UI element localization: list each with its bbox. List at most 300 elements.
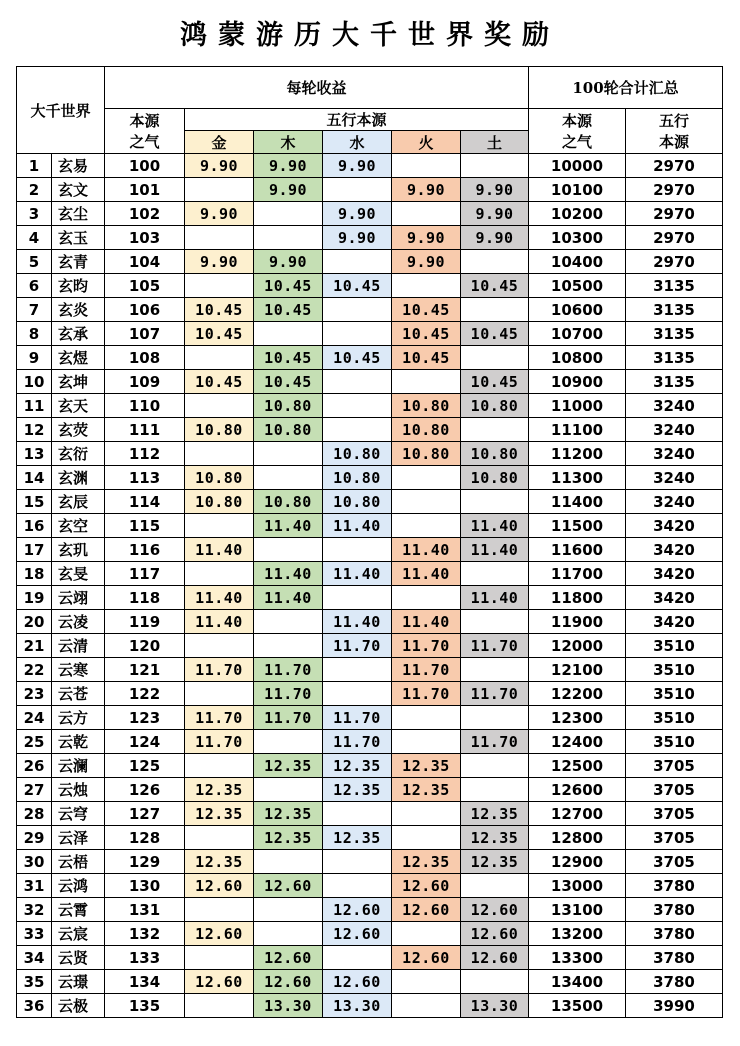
row-water-value	[323, 250, 392, 274]
row-gold-value: 10.80	[185, 490, 254, 514]
row-index: 11	[17, 394, 52, 418]
row-origin-qi: 135	[105, 994, 185, 1018]
row-origin-qi: 105	[105, 274, 185, 298]
row-gold-value: 10.80	[185, 418, 254, 442]
row-water-value: 12.35	[323, 778, 392, 802]
row-world-name: 云穹	[52, 802, 105, 826]
row-total-origin-qi: 10200	[529, 202, 626, 226]
row-earth-value: 10.80	[461, 394, 529, 418]
header-total-five-line2: 本源	[658, 133, 689, 151]
header-five-elements: 五行本源	[185, 109, 529, 131]
row-water-value: 10.80	[323, 490, 392, 514]
row-fire-value: 11.70	[392, 682, 461, 706]
row-gold-value: 10.45	[185, 370, 254, 394]
row-wood-value	[254, 850, 323, 874]
row-world-name: 玄尘	[52, 202, 105, 226]
row-earth-value: 11.70	[461, 682, 529, 706]
row-fire-value: 11.70	[392, 658, 461, 682]
row-world-name: 云澜	[52, 754, 105, 778]
row-earth-value: 11.40	[461, 514, 529, 538]
row-total-origin-qi: 10100	[529, 178, 626, 202]
row-gold-value: 10.45	[185, 298, 254, 322]
row-world-name: 玄旻	[52, 562, 105, 586]
row-earth-value: 11.70	[461, 730, 529, 754]
row-fire-value	[392, 466, 461, 490]
row-world-name: 玄易	[52, 154, 105, 178]
row-earth-value: 12.60	[461, 898, 529, 922]
row-earth-value	[461, 154, 529, 178]
table-row	[17, 490, 723, 514]
row-earth-value: 11.70	[461, 634, 529, 658]
row-gold-value	[185, 562, 254, 586]
table-row	[17, 706, 723, 730]
table-row	[17, 346, 723, 370]
row-origin-qi: 113	[105, 466, 185, 490]
row-index: 24	[17, 706, 52, 730]
row-wood-value: 9.90	[254, 154, 323, 178]
row-gold-value: 9.90	[185, 250, 254, 274]
row-total-origin-qi: 11400	[529, 490, 626, 514]
row-total-origin-qi: 10800	[529, 346, 626, 370]
row-world-name: 玄荧	[52, 418, 105, 442]
row-water-value	[323, 298, 392, 322]
row-total-origin-qi: 11800	[529, 586, 626, 610]
row-total-origin-qi: 12800	[529, 826, 626, 850]
table-row	[17, 850, 723, 874]
row-world-name: 云霄	[52, 898, 105, 922]
row-wood-value: 13.30	[254, 994, 323, 1018]
row-origin-qi: 103	[105, 226, 185, 250]
row-total-five: 3780	[626, 922, 723, 946]
row-water-value: 11.40	[323, 514, 392, 538]
page-title: 鸿蒙游历大千世界奖励	[180, 20, 560, 51]
row-gold-value	[185, 754, 254, 778]
header-origin-qi	[105, 109, 185, 154]
row-world-name: 云极	[52, 994, 105, 1018]
row-index: 19	[17, 586, 52, 610]
header-total-five-line1: 五行	[658, 112, 689, 130]
row-index: 34	[17, 946, 52, 970]
row-earth-value: 10.45	[461, 370, 529, 394]
row-total-five: 3780	[626, 874, 723, 898]
row-gold-value	[185, 994, 254, 1018]
row-earth-value	[461, 706, 529, 730]
row-index: 31	[17, 874, 52, 898]
row-wood-value	[254, 226, 323, 250]
row-wood-value	[254, 202, 323, 226]
table-row	[17, 322, 723, 346]
table-row	[17, 562, 723, 586]
row-world-name: 玄文	[52, 178, 105, 202]
row-total-five: 3135	[626, 322, 723, 346]
row-total-five: 3135	[626, 274, 723, 298]
row-earth-value	[461, 418, 529, 442]
row-origin-qi: 132	[105, 922, 185, 946]
row-total-five: 3780	[626, 898, 723, 922]
row-fire-value	[392, 490, 461, 514]
table-row	[17, 754, 723, 778]
row-origin-qi: 130	[105, 874, 185, 898]
row-origin-qi: 100	[105, 154, 185, 178]
row-index: 1	[17, 154, 52, 178]
row-wood-value	[254, 322, 323, 346]
row-fire-value	[392, 802, 461, 826]
row-earth-value: 12.60	[461, 946, 529, 970]
row-world-name: 云泽	[52, 826, 105, 850]
row-world-name: 玄衍	[52, 442, 105, 466]
row-water-value: 13.30	[323, 994, 392, 1018]
row-gold-value: 12.35	[185, 778, 254, 802]
row-fire-value: 12.35	[392, 754, 461, 778]
row-world-name: 云苍	[52, 682, 105, 706]
row-total-five: 3240	[626, 394, 723, 418]
row-water-value	[323, 946, 392, 970]
row-index: 29	[17, 826, 52, 850]
row-total-five: 3705	[626, 754, 723, 778]
row-earth-value: 10.45	[461, 274, 529, 298]
row-earth-value	[461, 754, 529, 778]
header-total-origin-qi	[529, 109, 626, 154]
row-water-value: 9.90	[323, 202, 392, 226]
row-gold-value: 12.60	[185, 922, 254, 946]
row-fire-value	[392, 730, 461, 754]
row-water-value	[323, 874, 392, 898]
row-index: 17	[17, 538, 52, 562]
table-row	[17, 922, 723, 946]
row-total-origin-qi: 13500	[529, 994, 626, 1018]
row-total-origin-qi: 12700	[529, 802, 626, 826]
header-world: 大千世界	[17, 67, 105, 154]
row-total-origin-qi: 11600	[529, 538, 626, 562]
row-index: 14	[17, 466, 52, 490]
row-wood-value	[254, 730, 323, 754]
row-total-origin-qi: 10700	[529, 322, 626, 346]
row-earth-value: 10.45	[461, 322, 529, 346]
row-total-origin-qi: 10900	[529, 370, 626, 394]
row-origin-qi: 121	[105, 658, 185, 682]
row-gold-value	[185, 682, 254, 706]
row-wood-value: 12.35	[254, 754, 323, 778]
row-origin-qi: 123	[105, 706, 185, 730]
table-row	[17, 778, 723, 802]
row-total-five: 3135	[626, 346, 723, 370]
row-fire-value	[392, 826, 461, 850]
row-origin-qi: 116	[105, 538, 185, 562]
row-earth-value: 9.90	[461, 226, 529, 250]
row-total-five: 3420	[626, 514, 723, 538]
row-total-five: 3135	[626, 298, 723, 322]
table-row	[17, 298, 723, 322]
row-index: 32	[17, 898, 52, 922]
row-water-value: 12.60	[323, 970, 392, 994]
table-row	[17, 250, 723, 274]
row-earth-value: 12.35	[461, 826, 529, 850]
row-world-name: 云鸿	[52, 874, 105, 898]
table-row	[17, 154, 723, 178]
row-gold-value	[185, 442, 254, 466]
row-gold-value: 11.70	[185, 706, 254, 730]
row-index: 16	[17, 514, 52, 538]
row-total-origin-qi: 13000	[529, 874, 626, 898]
row-water-value: 12.60	[323, 922, 392, 946]
row-index: 33	[17, 922, 52, 946]
table-row	[17, 994, 723, 1018]
row-earth-value: 13.30	[461, 994, 529, 1018]
row-total-origin-qi: 11200	[529, 442, 626, 466]
row-world-name: 玄煜	[52, 346, 105, 370]
row-earth-value: 11.40	[461, 586, 529, 610]
table-row	[17, 802, 723, 826]
row-earth-value	[461, 346, 529, 370]
row-fire-value: 10.45	[392, 298, 461, 322]
row-total-origin-qi: 11900	[529, 610, 626, 634]
row-gold-value	[185, 946, 254, 970]
row-index: 35	[17, 970, 52, 994]
row-origin-qi: 125	[105, 754, 185, 778]
row-world-name: 云清	[52, 634, 105, 658]
row-wood-value	[254, 778, 323, 802]
row-total-origin-qi: 10500	[529, 274, 626, 298]
row-earth-value: 12.60	[461, 922, 529, 946]
row-world-name: 云烛	[52, 778, 105, 802]
row-gold-value	[185, 826, 254, 850]
row-fire-value	[392, 274, 461, 298]
header-total: 100轮合计汇总	[529, 67, 723, 109]
row-gold-value: 11.40	[185, 538, 254, 562]
row-index: 6	[17, 274, 52, 298]
row-wood-value	[254, 922, 323, 946]
row-wood-value: 10.45	[254, 274, 323, 298]
row-index: 12	[17, 418, 52, 442]
row-total-origin-qi: 11100	[529, 418, 626, 442]
row-water-value	[323, 322, 392, 346]
row-total-five: 3240	[626, 490, 723, 514]
row-gold-value	[185, 226, 254, 250]
row-total-five: 3510	[626, 706, 723, 730]
row-origin-qi: 114	[105, 490, 185, 514]
row-total-five: 2970	[626, 178, 723, 202]
row-origin-qi: 118	[105, 586, 185, 610]
table-row	[17, 178, 723, 202]
row-earth-value: 9.90	[461, 202, 529, 226]
row-gold-value: 12.60	[185, 970, 254, 994]
row-gold-value	[185, 634, 254, 658]
row-gold-value	[185, 514, 254, 538]
row-world-name: 玄承	[52, 322, 105, 346]
row-world-name: 云梧	[52, 850, 105, 874]
row-gold-value: 11.70	[185, 730, 254, 754]
row-fire-value	[392, 514, 461, 538]
header-origin-qi-line2: 之气	[129, 133, 160, 151]
table-row	[17, 658, 723, 682]
row-wood-value: 10.80	[254, 490, 323, 514]
table-row	[17, 514, 723, 538]
row-index: 27	[17, 778, 52, 802]
row-water-value: 11.70	[323, 706, 392, 730]
row-wood-value: 9.90	[254, 250, 323, 274]
row-origin-qi: 134	[105, 970, 185, 994]
row-index: 23	[17, 682, 52, 706]
row-total-five: 3705	[626, 802, 723, 826]
row-wood-value: 11.40	[254, 514, 323, 538]
row-wood-value: 11.70	[254, 706, 323, 730]
header-water: 水	[323, 131, 392, 154]
row-water-value	[323, 802, 392, 826]
row-wood-value	[254, 610, 323, 634]
row-gold-value	[185, 178, 254, 202]
row-wood-value	[254, 466, 323, 490]
row-world-name: 云乾	[52, 730, 105, 754]
row-total-five: 3780	[626, 946, 723, 970]
row-total-five: 3420	[626, 538, 723, 562]
table-row	[17, 370, 723, 394]
row-origin-qi: 109	[105, 370, 185, 394]
row-earth-value	[461, 250, 529, 274]
row-total-origin-qi: 11700	[529, 562, 626, 586]
row-wood-value: 10.45	[254, 370, 323, 394]
row-earth-value	[461, 562, 529, 586]
row-gold-value: 9.90	[185, 154, 254, 178]
row-total-five: 3420	[626, 586, 723, 610]
row-world-name: 云方	[52, 706, 105, 730]
table-row	[17, 202, 723, 226]
row-origin-qi: 102	[105, 202, 185, 226]
row-water-value: 11.40	[323, 562, 392, 586]
row-fire-value	[392, 970, 461, 994]
row-water-value: 10.80	[323, 466, 392, 490]
table-row	[17, 610, 723, 634]
row-gold-value: 11.40	[185, 586, 254, 610]
row-total-five: 2970	[626, 226, 723, 250]
row-wood-value	[254, 898, 323, 922]
row-gold-value: 11.70	[185, 658, 254, 682]
row-gold-value	[185, 394, 254, 418]
row-water-value: 9.90	[323, 154, 392, 178]
row-wood-value: 10.80	[254, 418, 323, 442]
row-total-origin-qi: 12900	[529, 850, 626, 874]
row-origin-qi: 129	[105, 850, 185, 874]
row-total-five: 3240	[626, 466, 723, 490]
row-earth-value	[461, 970, 529, 994]
row-gold-value: 10.80	[185, 466, 254, 490]
row-origin-qi: 101	[105, 178, 185, 202]
row-origin-qi: 112	[105, 442, 185, 466]
row-total-origin-qi: 12600	[529, 778, 626, 802]
row-wood-value: 10.45	[254, 346, 323, 370]
row-wood-value: 11.40	[254, 586, 323, 610]
row-origin-qi: 133	[105, 946, 185, 970]
row-origin-qi: 107	[105, 322, 185, 346]
row-world-name: 玄坤	[52, 370, 105, 394]
row-fire-value: 10.80	[392, 394, 461, 418]
row-total-five: 3780	[626, 970, 723, 994]
row-fire-value: 12.60	[392, 946, 461, 970]
row-wood-value	[254, 442, 323, 466]
row-index: 3	[17, 202, 52, 226]
row-wood-value: 12.35	[254, 802, 323, 826]
table-row	[17, 946, 723, 970]
row-water-value: 11.40	[323, 610, 392, 634]
row-fire-value: 10.45	[392, 322, 461, 346]
row-total-origin-qi: 11500	[529, 514, 626, 538]
row-wood-value: 11.70	[254, 682, 323, 706]
row-earth-value: 12.35	[461, 802, 529, 826]
row-total-origin-qi: 10000	[529, 154, 626, 178]
row-wood-value: 11.40	[254, 562, 323, 586]
row-total-five: 2970	[626, 250, 723, 274]
row-total-five: 3420	[626, 610, 723, 634]
row-earth-value	[461, 658, 529, 682]
table-row	[17, 682, 723, 706]
row-total-five: 3420	[626, 562, 723, 586]
row-index: 7	[17, 298, 52, 322]
row-index: 10	[17, 370, 52, 394]
reward-table	[16, 66, 723, 1018]
row-index: 21	[17, 634, 52, 658]
row-index: 5	[17, 250, 52, 274]
row-total-origin-qi: 10600	[529, 298, 626, 322]
row-earth-value: 10.80	[461, 466, 529, 490]
row-fire-value	[392, 154, 461, 178]
row-fire-value: 9.90	[392, 226, 461, 250]
row-origin-qi: 122	[105, 682, 185, 706]
row-world-name: 云宸	[52, 922, 105, 946]
row-total-five: 3240	[626, 418, 723, 442]
row-world-name: 玄渊	[52, 466, 105, 490]
row-origin-qi: 124	[105, 730, 185, 754]
row-total-five: 3705	[626, 826, 723, 850]
row-world-name: 玄昀	[52, 274, 105, 298]
row-total-five: 3705	[626, 778, 723, 802]
table-row	[17, 826, 723, 850]
header-wood: 木	[254, 131, 323, 154]
row-wood-value: 12.60	[254, 970, 323, 994]
row-total-origin-qi: 12400	[529, 730, 626, 754]
row-water-value: 10.80	[323, 442, 392, 466]
table-row	[17, 274, 723, 298]
row-total-five: 3510	[626, 634, 723, 658]
header-fire: 火	[392, 131, 461, 154]
row-water-value	[323, 658, 392, 682]
row-total-origin-qi: 12500	[529, 754, 626, 778]
row-origin-qi: 127	[105, 802, 185, 826]
row-total-origin-qi: 13100	[529, 898, 626, 922]
row-total-five: 3240	[626, 442, 723, 466]
row-fire-value: 12.60	[392, 874, 461, 898]
table-row	[17, 874, 723, 898]
row-fire-value: 11.40	[392, 538, 461, 562]
row-water-value: 11.70	[323, 730, 392, 754]
table-row	[17, 466, 723, 490]
row-origin-qi: 120	[105, 634, 185, 658]
row-wood-value	[254, 538, 323, 562]
header-per-round: 每轮收益	[105, 67, 529, 109]
row-earth-value	[461, 778, 529, 802]
row-world-name: 云寒	[52, 658, 105, 682]
row-wood-value: 11.70	[254, 658, 323, 682]
row-index: 36	[17, 994, 52, 1018]
row-world-name: 云凌	[52, 610, 105, 634]
row-total-five: 3510	[626, 658, 723, 682]
row-fire-value	[392, 706, 461, 730]
row-gold-value: 12.35	[185, 850, 254, 874]
row-world-name: 玄空	[52, 514, 105, 538]
table-row	[17, 538, 723, 562]
row-fire-value: 10.80	[392, 442, 461, 466]
row-total-five: 3510	[626, 730, 723, 754]
row-total-origin-qi: 11300	[529, 466, 626, 490]
row-fire-value	[392, 994, 461, 1018]
